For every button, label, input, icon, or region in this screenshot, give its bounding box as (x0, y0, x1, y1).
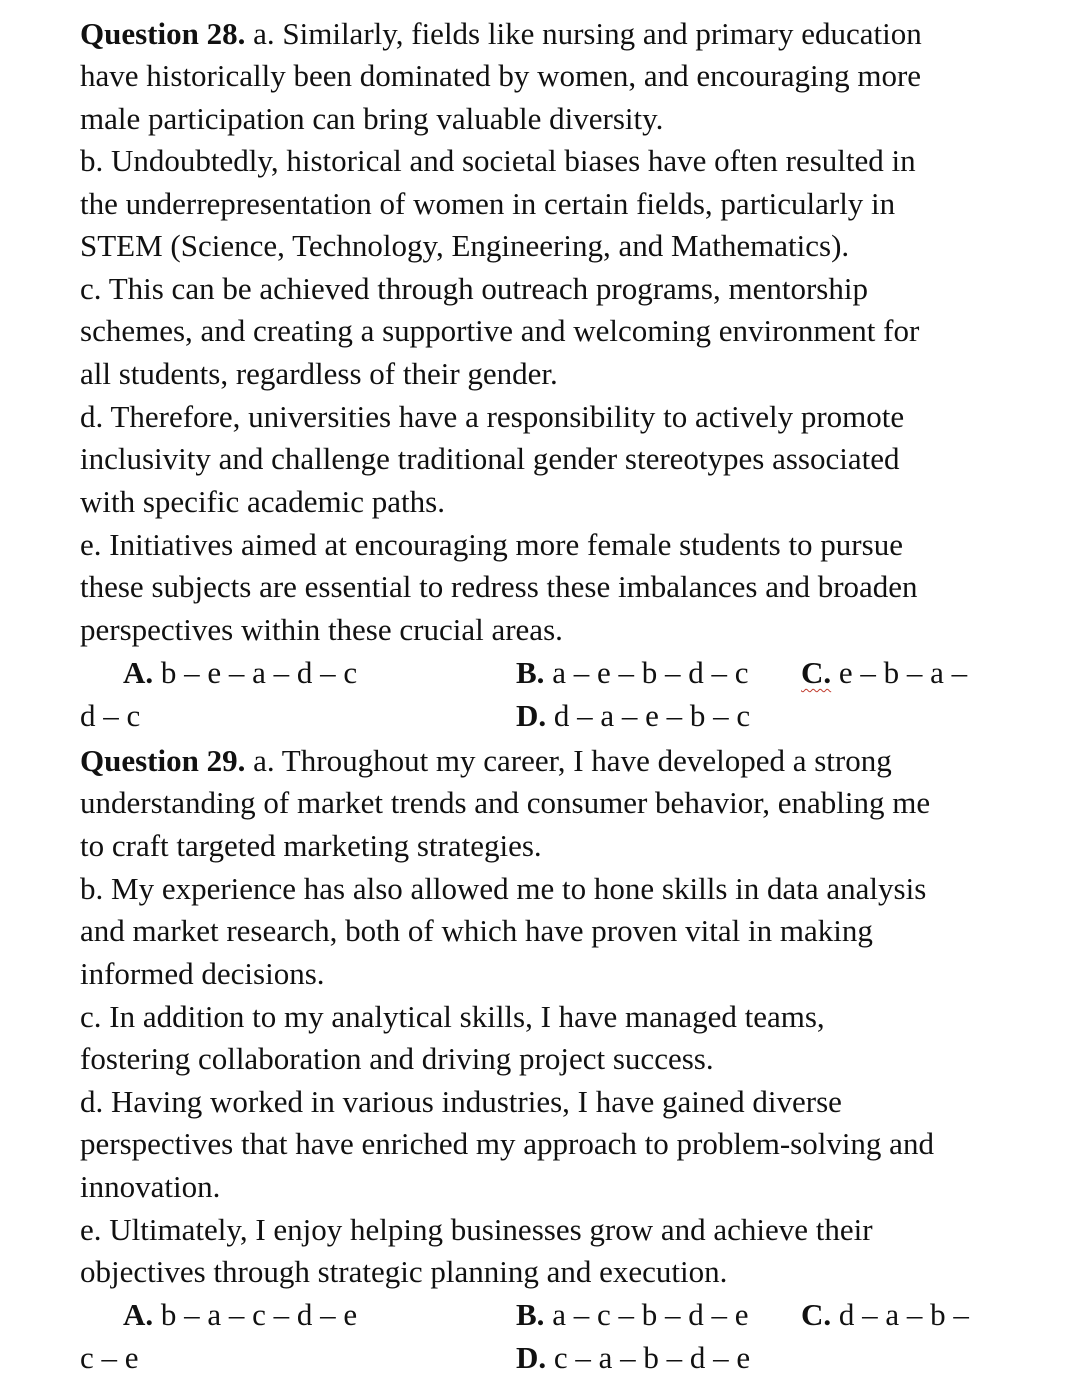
q29-e-line-2: objectives through strategic planning and execution. (80, 1254, 728, 1289)
q29-option-d[interactable] (516, 1337, 750, 1379)
q28-option-c-wrap: d – c (80, 698, 141, 733)
q29-option-b-text: a – c – b – d – e (544, 1297, 749, 1332)
q29-b-line-2: and market research, both of which have proven vital in making (80, 913, 873, 948)
q29-c-line-2: fostering collaboration and driving project success. (80, 1041, 714, 1076)
q29-option-c-text: d – a – b – (831, 1297, 969, 1332)
q28-option-a[interactable] (123, 652, 357, 694)
q28-option-b-text: a – e – b – d – c (544, 655, 749, 690)
q29-a-line-3: to craft targeted marketing strategies. (80, 828, 542, 863)
q28-option-b-letter: B. (516, 655, 545, 690)
q29-c-line-1: c. In addition to my analytical skills, I have managed teams, (80, 999, 825, 1034)
q29-option-b[interactable] (516, 1294, 748, 1336)
q29-option-c-letter: C. (801, 1297, 832, 1332)
q29-d-line-1: d. Having worked in various industries, I have gained diverse (80, 1084, 842, 1119)
q29-label: Question 29. (80, 743, 246, 778)
q29-e-line-1: e. Ultimately, I enjoy helping businesses grow and achieve their (80, 1212, 873, 1247)
q29-d-line-3: innovation. (80, 1169, 221, 1204)
q28-b-line-3: STEM (Science, Technology, Engineering, and Mathematics). (80, 228, 850, 263)
q28-b-line-1: b. Undoubtedly, historical and societal biases have often resulted in (80, 143, 916, 178)
q28-option-a-text: b – e – a – d – c (153, 655, 358, 690)
q28-e-line-3: perspectives within these crucial areas. (80, 612, 563, 647)
q29-a-text: a. Throughout my career, I have developed a strong (253, 743, 892, 778)
q29-option-c[interactable] (801, 1294, 969, 1336)
q29-b-line-3: informed decisions. (80, 956, 325, 991)
q29-option-b-letter: B. (516, 1297, 545, 1332)
q28-option-b[interactable] (516, 652, 748, 694)
q28-d-line-2: inclusivity and challenge traditional gender stereotypes associated (80, 441, 900, 476)
q28-c-line-1: c. This can be achieved through outreach programs, mentorship (80, 271, 868, 306)
q29-option-a-text: b – a – c – d – e (153, 1297, 358, 1332)
q28-d-line-1: d. Therefore, universities have a responsibility to actively promote (80, 399, 905, 434)
q28-e-line-2: these subjects are essential to redress these imbalances and broaden (80, 569, 918, 604)
q28-c-line-3: all students, regardless of their gender. (80, 356, 558, 391)
q29-option-a[interactable] (123, 1294, 357, 1336)
q28-c-line-2: schemes, and creating a supportive and welcoming environment for (80, 313, 920, 348)
q29-option-a-letter: A. (123, 1297, 154, 1332)
q28-b-line-2: the underrepresentation of women in certain fields, particularly in (80, 186, 896, 221)
q29-option-d-letter: D. (516, 1340, 547, 1375)
q28-option-d[interactable] (516, 695, 750, 737)
q28-option-c-text: e – b – a – (831, 655, 968, 690)
q28-option-c[interactable] (801, 652, 967, 694)
q29-d-line-2: perspectives that have enriched my approach to problem-solving and (80, 1126, 934, 1161)
q29-option-c-wrap: c – e (80, 1340, 139, 1375)
q28-option-d-letter: D. (516, 698, 547, 733)
q28-d-line-3: with specific academic paths. (80, 484, 445, 519)
q29-a-line-1 (80, 740, 892, 782)
q28-a-text: a. Similarly, fields like nursing and primary education (253, 16, 922, 51)
q28-label: Question 28. (80, 16, 246, 51)
q28-a-line-2: have historically been dominated by women, and encouraging more (80, 58, 922, 93)
q28-option-c-letter: C. (801, 655, 832, 690)
q29-a-line-2: understanding of market trends and consumer behavior, enabling me (80, 785, 931, 820)
q28-a-line-3: male participation can bring valuable diversity. (80, 101, 664, 136)
q28-option-a-letter: A. (123, 655, 154, 690)
q28-a-line-1 (80, 13, 922, 55)
q29-option-d-text: c – a – b – d – e (546, 1340, 751, 1375)
q29-b-line-1: b. My experience has also allowed me to hone skills in data analysis (80, 871, 927, 906)
q28-e-line-1: e. Initiatives aimed at encouraging more female students to pursue (80, 527, 903, 562)
q28-option-d-text: d – a – e – b – c (546, 698, 751, 733)
